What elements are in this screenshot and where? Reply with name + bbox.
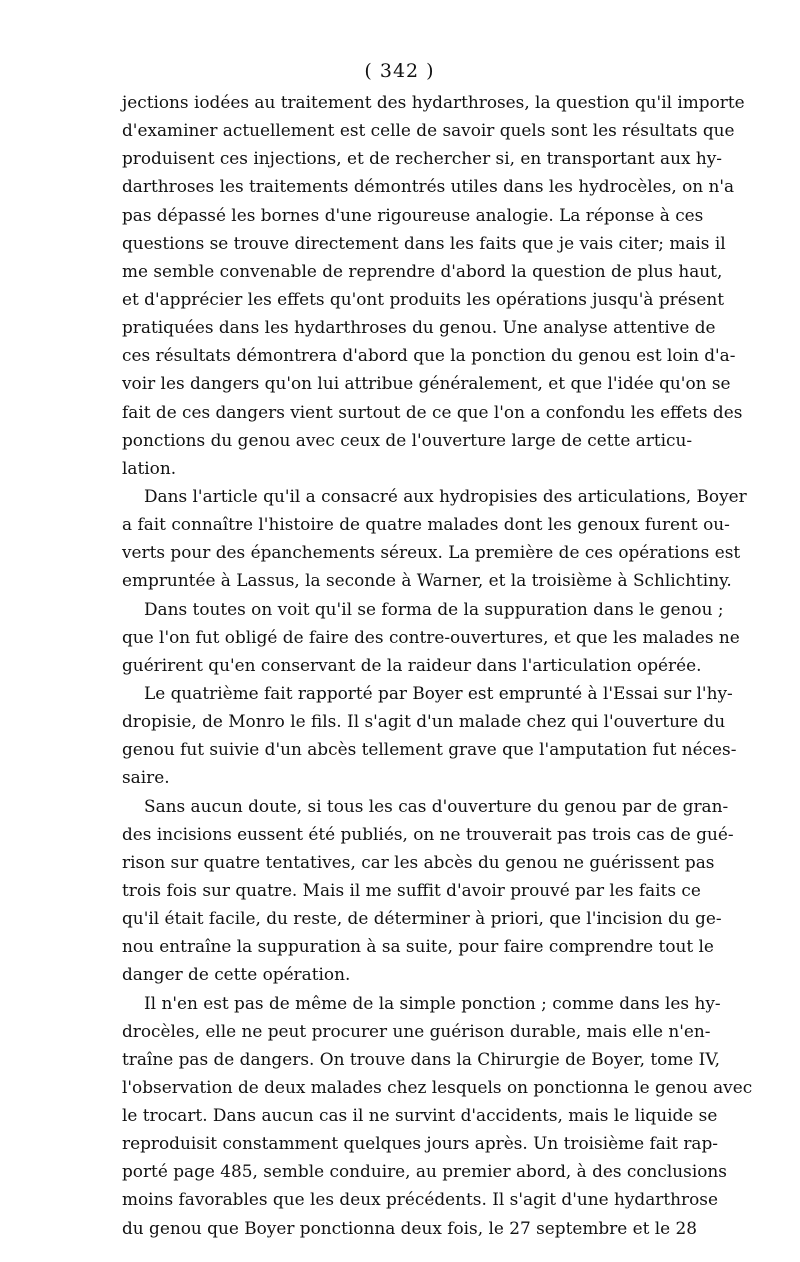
text-line: que l'on fut obligé de faire des contre-ouvertures, et que les malades ne (122, 626, 740, 647)
text-line: guérirent qu'en conservant de la raideur dans l'articulation opérée. (122, 654, 702, 675)
text-line: ces résultats démontrera d'abord que la ponction du genou est loin d'a- (122, 345, 736, 366)
paragraph (122, 989, 753, 1242)
text-line: Dans toutes on voit qu'il se forma de la suppuration dans le genou ; (144, 598, 724, 619)
book-page (122, 0, 753, 1262)
text-line: questions se trouve directement dans les faits que je vais citer; mais il (122, 232, 726, 253)
text-line: pratiquées dans les hydarthroses du genou. Une analyse attentive de (122, 317, 716, 338)
text-line: verts pour des épanchements séreux. La première de ces opérations est (122, 542, 741, 563)
text-line: traîne pas de dangers. On trouve dans la Chirurgie de Boyer, tome IV, (122, 1048, 720, 1069)
text-line: d'examiner actuellement est celle de savoir quels sont les résultats que (122, 120, 735, 141)
page-body (122, 88, 753, 1242)
text-line: Sans aucun doute, si tous les cas d'ouverture du genou par de gran- (144, 795, 729, 816)
paragraph (122, 792, 734, 989)
text-line: rison sur quatre tentatives, car les abcès du genou ne guérissent pas (122, 851, 715, 872)
page-number: ( 342 ) (364, 60, 435, 82)
text-line: qu'il était facile, du reste, de déterminer à priori, que l'incision du ge- (122, 908, 722, 929)
text-line: nou entraîne la suppuration à sa suite, pour faire comprendre tout le (122, 936, 714, 957)
text-line: et d'apprécier les effets qu'ont produits les opérations jusqu'à présent (122, 288, 725, 309)
text-line: Dans l'article qu'il a consacré aux hydropisies des articulations, Boyer (144, 485, 747, 506)
text-line: saire. (122, 767, 170, 788)
text-line: jections iodées au traitement des hydarthroses, la question qu'il importe (122, 92, 745, 112)
text-line: fait de ces dangers vient surtout de ce que l'on a confondu les effets des (122, 401, 743, 422)
text-line: lation. (122, 457, 177, 478)
text-line: Le quatrième fait rapporté par Boyer est emprunté à l'Essai sur l'hy- (144, 682, 733, 703)
text-line: Il n'en est pas de même de la simple ponction ; comme dans les hy- (144, 992, 721, 1013)
paragraph (122, 595, 740, 679)
paragraph (122, 679, 737, 792)
text-line: drocèles, elle ne peut procurer une guérison durable, mais elle n'en- (122, 1020, 711, 1041)
text-line: dropisie, de Monro le fils. Il s'agit d'un malade chez qui l'ouverture du (122, 711, 726, 732)
text-line: produisent ces injections, et de rechercher si, en transportant aux hy- (122, 148, 722, 169)
text-line: le trocart. Dans aucun cas il ne survint d'accidents, mais le liquide se (122, 1105, 718, 1126)
text-line: reproduisit constamment quelques jours après. Un troisième fait rap- (122, 1133, 719, 1154)
text-line: me semble convenable de reprendre d'abord la question de plus haut, (122, 260, 723, 281)
text-line: moins favorables que les deux précédents. Il s'agit d'une hydarthrose (122, 1189, 718, 1210)
paragraph (122, 482, 747, 595)
text-line: darthroses les traitements démontrés utiles dans les hydrocèles, on n'a (122, 176, 735, 197)
text-line: trois fois sur quatre. Mais il me suffit d'avoir prouvé par les faits ce (122, 879, 701, 900)
text-line: danger de cette opération. (122, 964, 351, 985)
text-line: ponctions du genou avec ceux de l'ouverture large de cette articu- (122, 429, 693, 450)
text-line: voir les dangers qu'on lui attribue généralement, et que l'idée qu'on se (122, 373, 731, 394)
text-line: pas dépassé les bornes d'une rigoureuse analogie. La réponse à ces (122, 204, 704, 225)
text-line: du genou que Boyer ponctionna deux fois, le 27 septembre et le 28 (122, 1217, 698, 1238)
text-line: porté page 485, semble conduire, au premier abord, à des conclusions (122, 1161, 727, 1182)
text-line: genou fut suivie d'un abcès tellement grave que l'amputation fut néces- (122, 739, 737, 760)
text-line: des incisions eussent été publiés, on ne trouverait pas trois cas de gué- (122, 823, 734, 844)
text-line: empruntée à Lassus, la seconde à Warner, et la troisième à Schlichtiny. (122, 570, 732, 591)
text-line: l'observation de deux malades chez lesquels on ponctionna le genou avec (122, 1076, 753, 1097)
text-line: a fait connaître l'histoire de quatre malades dont les genoux furent ou- (122, 514, 730, 535)
paragraph (122, 88, 745, 482)
